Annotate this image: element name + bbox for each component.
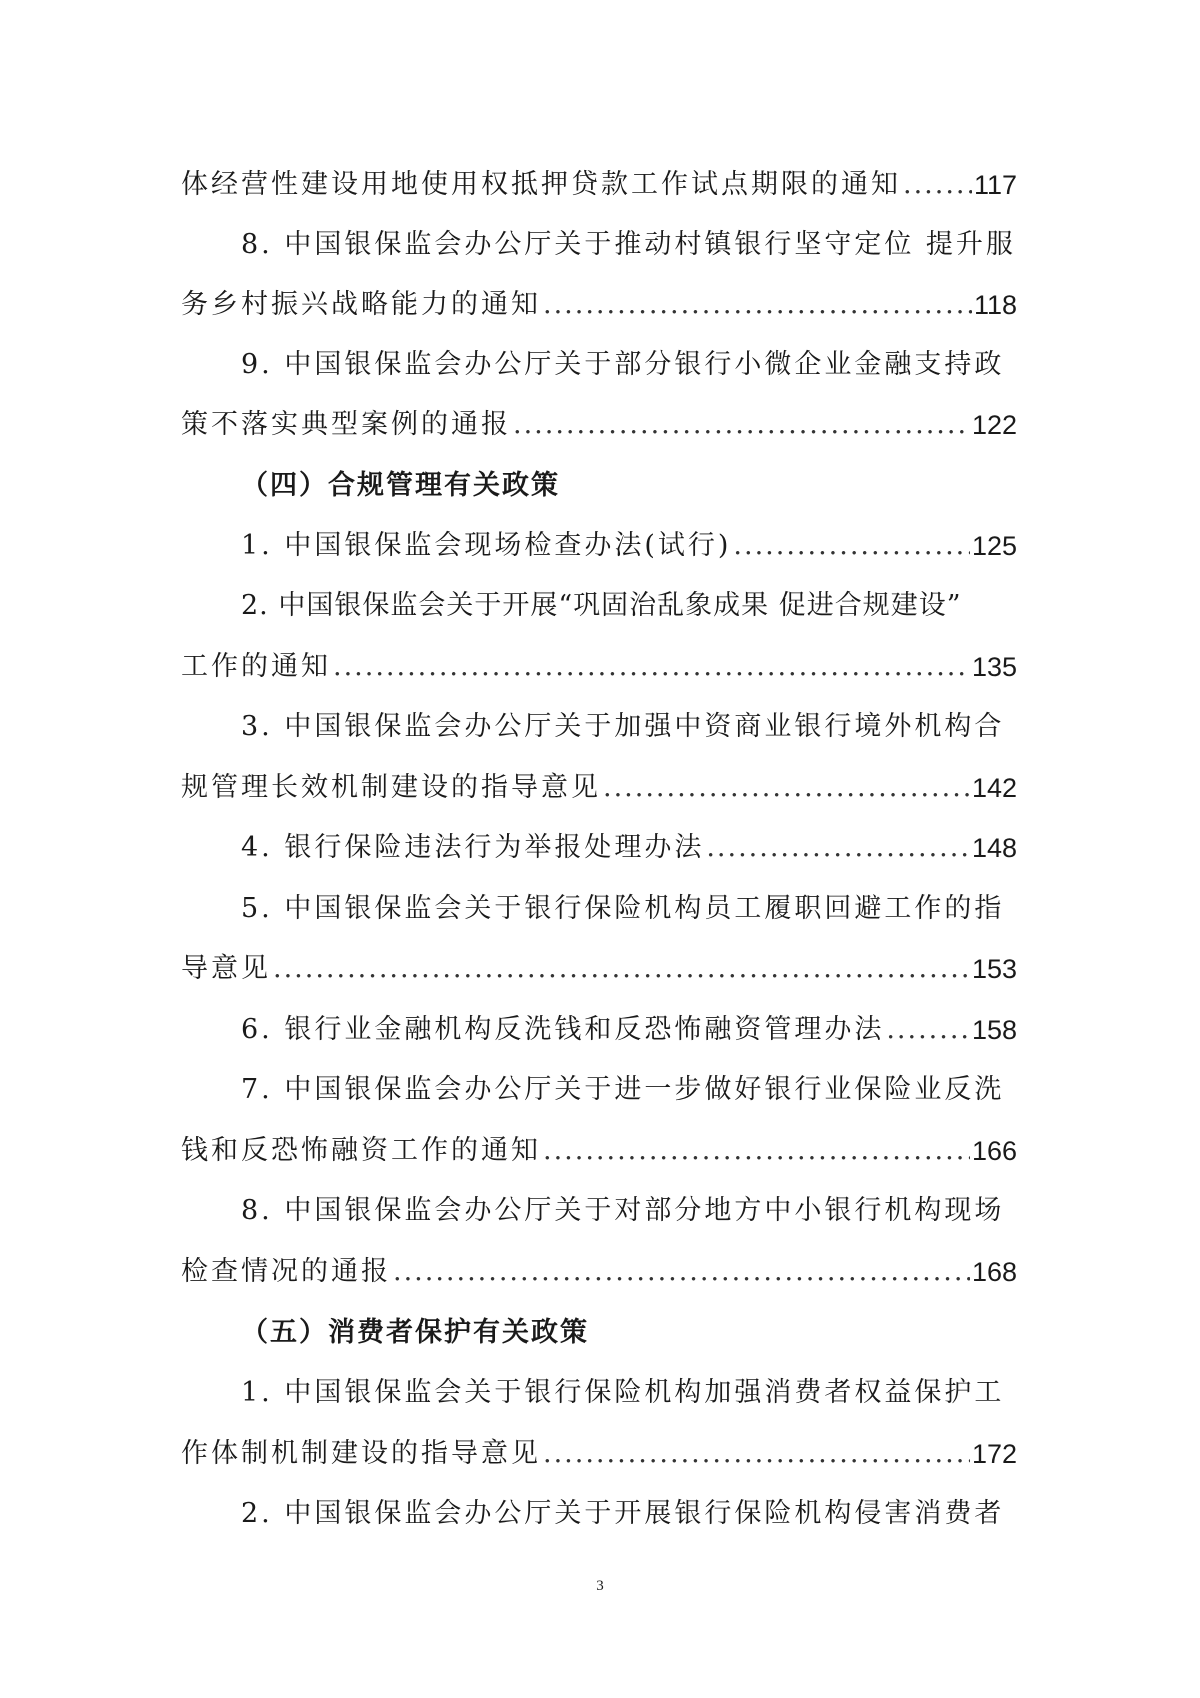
toc-line[interactable]	[181, 1010, 1017, 1050]
toc-line[interactable]	[181, 345, 1017, 385]
toc-entry-text: 1. 中国银保监会关于银行保险机构加强消费者权益保护工	[241, 1377, 1005, 1408]
leader-dots	[333, 647, 970, 687]
toc-line[interactable]	[181, 1070, 1017, 1110]
toc-page-number: 118	[973, 290, 1017, 320]
toc-entry-text: 4. 银行保险违法行为举报处理办法	[241, 832, 705, 863]
toc-page-number: 166	[971, 1136, 1017, 1166]
toc-page-number: 122	[971, 410, 1017, 440]
toc-line[interactable]	[181, 707, 1017, 747]
toc-page-number: 135	[971, 652, 1017, 682]
toc-page-number: 172	[971, 1439, 1017, 1469]
leader-dots	[513, 405, 970, 445]
toc-entry-text: 务乡村振兴战略能力的通知	[181, 289, 541, 320]
toc-entry-text: 规管理长效机制建设的指导意见	[181, 772, 601, 803]
leader-dots	[543, 1434, 970, 1474]
toc-entry-text: 3. 中国银保监会办公厅关于加强中资商业银行境外机构合	[241, 711, 1005, 742]
toc-line[interactable]	[181, 1252, 1017, 1292]
toc-line[interactable]	[181, 285, 1017, 325]
toc-page	[181, 0, 1017, 1698]
toc-line[interactable]	[181, 647, 1017, 687]
leader-dots	[706, 828, 970, 868]
toc-page-number: 148	[971, 833, 1017, 863]
toc-entry-text: 8. 中国银保监会办公厅关于推动村镇银行坚守定位 提升服	[241, 229, 1016, 260]
leader-dots	[543, 1131, 970, 1171]
toc-entry-text: 7. 中国银保监会办公厅关于进一步做好银行业保险业反洗	[241, 1074, 1005, 1105]
toc-line[interactable]	[181, 949, 1017, 989]
toc-entry-text: 2. 中国银保监会办公厅关于开展银行保险机构侵害消费者	[241, 1498, 1005, 1529]
toc-entry-text: 导意见	[181, 953, 271, 984]
section-heading-text: （四）合规管理有关政策	[241, 470, 560, 501]
toc-line[interactable]	[181, 1494, 1017, 1534]
toc-page-number: 125	[971, 531, 1017, 561]
leader-dots	[543, 285, 972, 325]
leader-dots	[903, 165, 972, 205]
toc-entry-text: 9. 中国银保监会办公厅关于部分银行小微企业金融支持政	[241, 349, 1005, 380]
toc-entry-text: 作体制机制建设的指导意见	[181, 1438, 541, 1469]
toc-line[interactable]	[181, 586, 1017, 626]
page-number: 3	[596, 1578, 604, 1594]
toc-entry-text: 工作的通知	[181, 651, 331, 682]
toc-line[interactable]	[181, 1191, 1017, 1231]
toc-line[interactable]	[181, 828, 1017, 868]
leader-dots	[393, 1252, 970, 1292]
toc-line[interactable]	[181, 526, 1017, 566]
toc-entry-text: 2. 中国银保监会关于开展“巩固治乱象成果 促进合规建设”	[241, 590, 962, 621]
toc-entry-text: 检查情况的通报	[181, 1256, 391, 1287]
leader-dots	[886, 1010, 970, 1050]
section-heading-text: （五）消费者保护有关政策	[241, 1317, 589, 1348]
toc-page-number: 142	[971, 773, 1017, 803]
toc-entry-text: 体经营性建设用地使用权抵押贷款工作试点期限的通知	[181, 169, 901, 200]
toc-line[interactable]	[181, 165, 1017, 205]
section-heading	[181, 1313, 1017, 1353]
toc-page-number: 153	[971, 954, 1017, 984]
leader-dots	[603, 768, 970, 808]
toc-line[interactable]	[181, 405, 1017, 445]
section-heading	[181, 466, 1017, 506]
leader-dots	[733, 526, 970, 566]
toc-entry-text: 策不落实典型案例的通报	[181, 409, 511, 440]
toc-entry-text: 5. 中国银保监会关于银行保险机构员工履职回避工作的指	[241, 893, 1005, 924]
toc-line[interactable]	[181, 768, 1017, 808]
toc-entry-text: 6. 银行业金融机构反洗钱和反恐怖融资管理办法	[241, 1014, 885, 1045]
toc-page-number: 168	[971, 1257, 1017, 1287]
toc-page-number: 117	[973, 170, 1017, 200]
toc-line[interactable]	[181, 225, 1017, 265]
toc-entry-text: 钱和反恐怖融资工作的通知	[181, 1135, 541, 1166]
toc-line[interactable]	[181, 1131, 1017, 1171]
toc-page-number: 158	[971, 1015, 1017, 1045]
toc-line[interactable]	[181, 1373, 1017, 1413]
leader-dots	[273, 949, 970, 989]
toc-entry-text: 1. 中国银保监会现场检查办法(试行)	[241, 530, 732, 561]
toc-line[interactable]	[181, 889, 1017, 929]
toc-line[interactable]	[181, 1434, 1017, 1474]
toc-entry-text: 8. 中国银保监会办公厅关于对部分地方中小银行机构现场	[241, 1195, 1005, 1226]
